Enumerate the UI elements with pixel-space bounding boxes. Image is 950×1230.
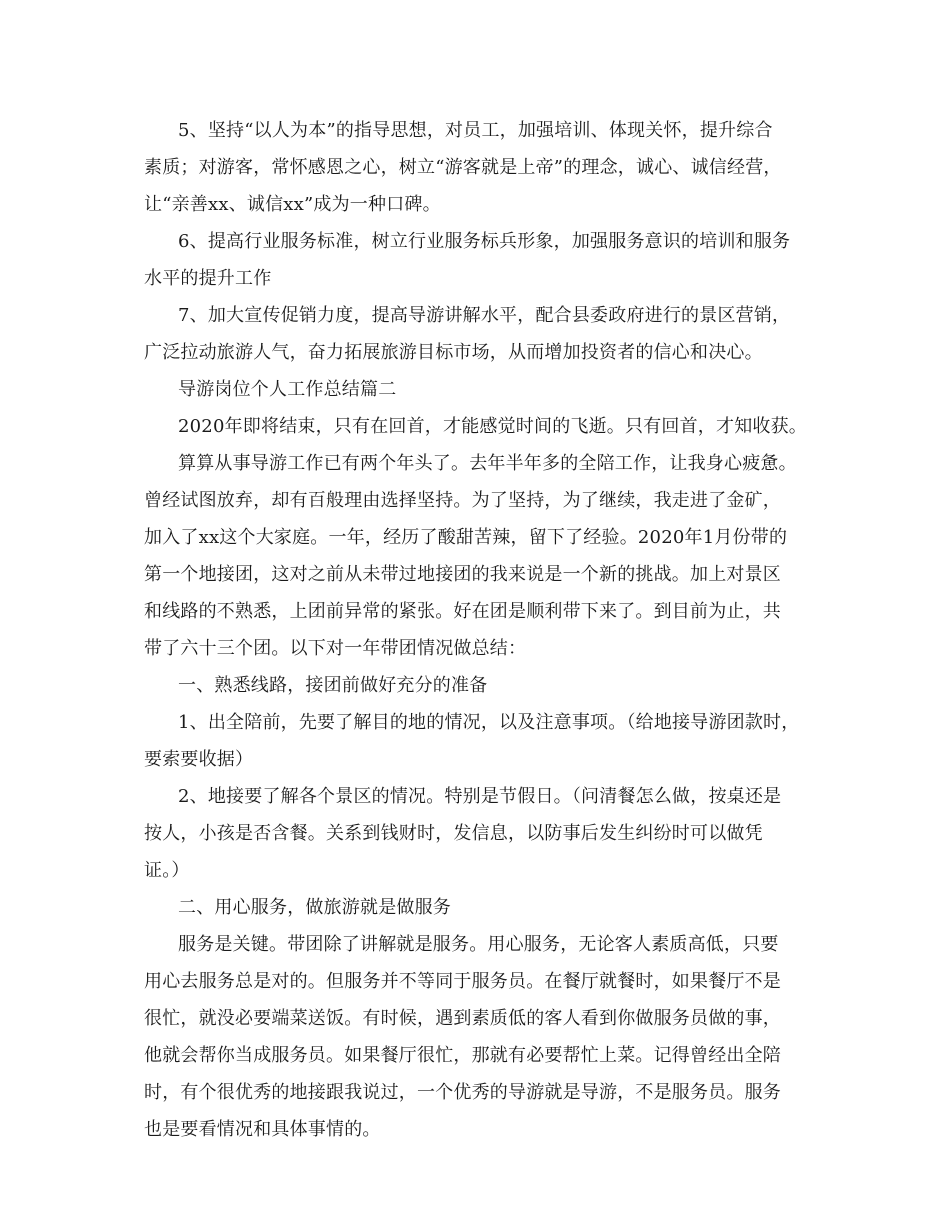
item-1-line-1: 1、出全陪前，先要了解目的地的情况，以及注意事项。（给地接导游团款时， xyxy=(178,712,800,733)
paragraph-7-line-2: 广泛拉动旅游人气，奋力拓展旅游目标市场，从而增加投资者的信心和决心。 xyxy=(144,342,763,363)
item-2-line-1: 2、地接要了解各个景区的情况。特别是节假日。（问清餐怎么做，按桌还是 xyxy=(178,786,782,807)
paragraph-5-line-3: 让“亲善xx、诚信xx”成为一种口碑。 xyxy=(144,194,441,215)
paragraph-5-line-2: 素质；对游客，常怀感恩之心，树立“游客就是上帝”的理念，诚心、诚信经营， xyxy=(144,157,782,178)
paragraph-line: 和线路的不熟悉，上团前异常的紧张。好在团是顺利带下来了。到目前为止，共 xyxy=(144,601,781,622)
intro-line: 2020年即将结束，只有在回首，才能感觉时间的飞逝。只有回首，才知收获。 xyxy=(178,416,808,437)
item-2-line-2: 按人，小孩是否含餐。关系到钱财时，发信息，以防事后发生纠纷时可以做凭 xyxy=(144,823,763,844)
paragraph-7-line-1: 7、加大宣传促销力度，提高导游讲解水平，配合县委政府进行的景区营销， xyxy=(178,305,791,326)
paragraph-line: 曾经试图放弃，却有百般理由选择坚持。为了坚持，为了继续，我走进了金矿， xyxy=(144,490,781,511)
paragraph-line: 带了六十三个团。以下对一年带团情况做总结： xyxy=(144,638,527,659)
item-1-line-2: 要索要收据） xyxy=(144,749,254,770)
heading-one: 一、熟悉线路，接团前做好充分的准备 xyxy=(178,675,488,696)
paragraph-6-line-2: 水平的提升工作 xyxy=(144,268,272,289)
heading-two: 二、用心服务，做旅游就是做服务 xyxy=(178,897,451,918)
service-line-3: 很忙，就没必要端菜送饭。有时候，遇到素质低的客人看到你做服务员做的事， xyxy=(144,1008,781,1029)
service-line-1: 服务是关键。带团除了讲解就是服务。用心服务，无论客人素质高低，只要 xyxy=(178,934,779,955)
paragraph-5-line-1: 5、坚持“以人为本”的指导思想，对员工，加强培训、体现关怀，提升综合 xyxy=(178,120,773,141)
item-2-line-3: 证。） xyxy=(144,860,190,881)
service-line-6: 也是要看情况和具体事情的。 xyxy=(144,1119,381,1140)
paragraph-line: 加入了xx这个大家庭。一年，经历了酸甜苦辣，留下了经验。2020年1月份带的 xyxy=(144,527,788,548)
service-line-2: 用心去服务总是对的。但服务并不等同于服务员。在餐厅就餐时，如果餐厅不是 xyxy=(144,971,781,992)
service-line-4: 他就会帮你当成服务员。如果餐厅很忙，那就有必要帮忙上菜。记得曾经出全陪 xyxy=(144,1045,781,1066)
paragraph-line: 算算从事导游工作已有两个年头了。去年半年多的全陪工作，让我身心疲惫。 xyxy=(178,453,797,474)
paragraph-line: 第一个地接团，这对之前从未带过地接团的我来说是一个新的挑战。加上对景区 xyxy=(144,564,781,585)
section-title: 导游岗位个人工作总结篇二 xyxy=(178,379,397,400)
paragraph-6-line-1: 6、提高行业服务标准，树立行业服务标兵形象，加强服务意识的培训和服务 xyxy=(178,231,791,252)
service-line-5: 时，有个很优秀的地接跟我说过，一个优秀的导游就是导游，不是服务员。服务 xyxy=(144,1082,781,1103)
